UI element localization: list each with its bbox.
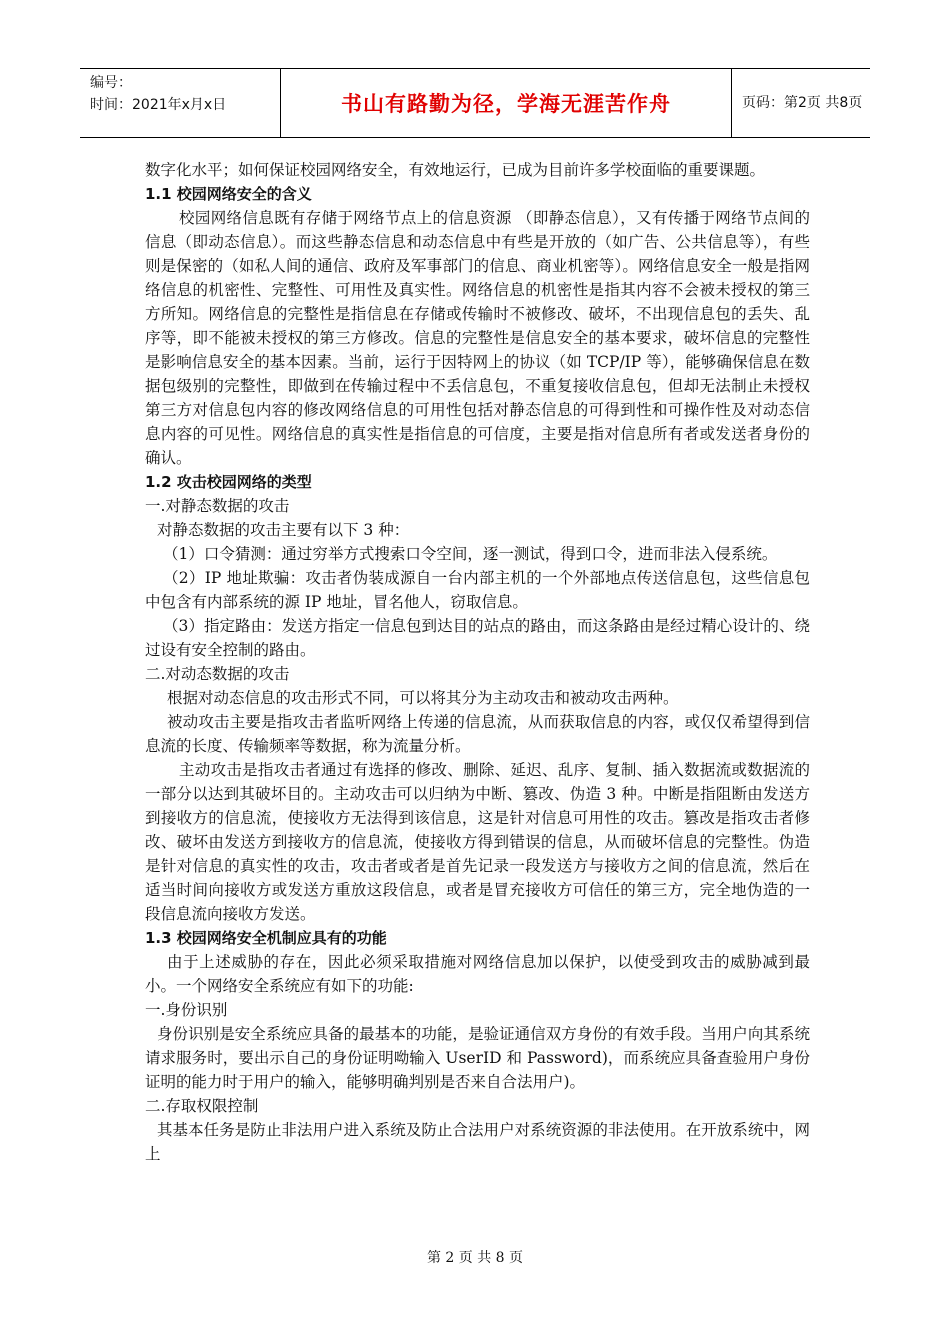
- subsection-heading: 一.身份识别: [145, 1001, 228, 1019]
- section-heading-1-1: 1.1 校园网络安全的含义: [145, 185, 312, 203]
- time-label: 时间：2021年x月x日: [90, 97, 227, 113]
- header-table: [80, 68, 870, 138]
- list-item: （1）口令猜测：通过穷举方式搜索口令空间，逐一测试，得到口令，进而非法入侵系统。: [163, 545, 778, 563]
- paragraph: 对静态数据的攻击主要有以下 3 种：: [157, 521, 410, 539]
- paragraph: 数字化水平；如何保证校园网络安全，有效地运行，已成为目前许多学校面临的重要课题。: [145, 161, 766, 179]
- number-label: 编号：: [90, 75, 132, 91]
- motto: 书山有路勤为径，学海无涯苦作舟: [341, 91, 671, 116]
- page-footer: 第 2 页 共 8 页: [426, 1250, 524, 1266]
- section-heading-1-3: 1.3 校园网络安全机制应具有的功能: [145, 929, 387, 947]
- subsection-heading: 二.对动态数据的攻击: [145, 665, 290, 683]
- section-heading-1-2: 1.2 攻击校园网络的类型: [145, 473, 312, 491]
- page-info: 页码：第2页 共8页: [742, 95, 863, 111]
- paragraph: 由于上述威胁的存在，因此必须采取措施对网络信息加以保护，以使受到攻击的威胁减到最小。一个网络安全系统应有如下的功能:: [145, 953, 810, 995]
- subsection-heading: 二.存取权限控制: [145, 1097, 259, 1115]
- paragraph: 被动攻击主要是指攻击者监听网络上传递的信息流，从而获取信息的内容，或仅仅希望得到信息流的长度、传输频率等数据，称为流量分析。: [145, 713, 810, 755]
- paragraph: 主动攻击是指攻击者通过有选择的修改、删除、延迟、乱序、复制、插入数据流或数据流的一部分以达到其破坏目的。主动攻击可以归纳为中断、篡改、伪造 3 种。中断是指阻断由发送方到接收方的信息流，使接收方无法得到该信息，这是针对信息可用性的攻击。篡改是指攻击者修改、破坏由发送方到接收方的信息流，使接收方得到错误的信息，从而破坏信息的完整性。伪造是针对信息的真实性的攻击，攻击者或者是首先记录一段发送方与接收方之间的信息流，然后在适当时间向接收方或发送方重放这段信息，或者是冒充接收方可信任的第三方，完全地伪造的一段信息流向接收方发送。: [145, 761, 810, 923]
- document-body: [145, 158, 810, 1166]
- paragraph: 其基本任务是防止非法用户进入系统及防止合法用户对系统资源的非法使用。在开放系统中，网上: [145, 1121, 810, 1163]
- subsection-heading: 一.对静态数据的攻击: [145, 497, 290, 515]
- list-item: （3）指定路由：发送方指定一信息包到达目的站点的路由，而这条路由是经过精心设计的、绕过设有安全控制的路由。: [145, 617, 810, 659]
- header-page-cell: [732, 69, 870, 137]
- paragraph: 身份识别是安全系统应具备的最基本的功能，是验证通信双方身份的有效手段。当用户向其系统请求服务时，要出示自己的身份证明呦输入 UserID 和 Password)，而系统应具备查验用户身份证明的能力时于用户的输入，能够明确判别是否来自合法用户)。: [145, 1025, 810, 1091]
- header-motto-cell: [281, 69, 732, 137]
- list-item: （2）IP 地址欺骗：攻击者伪装成源自一台内部主机的一个外部地点传送信息包，这些信息包中包含有内部系统的源 IP 地址，冒名他人，窃取信息。: [145, 569, 810, 611]
- header-meta-cell: [80, 69, 281, 137]
- paragraph: 校园网络信息既有存储于网络节点上的信息资源 （即静态信息），又有传播于网络节点间的信息（即动态信息）。而这些静态信息和动态信息中有些是开放的（如广告、公共信息等），有些则是保密的（如私人间的通信、政府及军事部门的信息、商业机密等）。网络信息安全一般是指网络信息的机密性、完整性、可用性及真实性。网络信息的机密性是指其内容不会被未授权的第三方所知。网络信息的完整性是指信息在存储或传输时不被修改、破坏，不出现信息包的丢失、乱序等，即不能被未授权的第三方修改。信息的完整性是信息安全的基本要求，破坏信息的完整性是影响信息安全的基本因素。当前，运行于因特网上的协议（如 TCP/IP 等），能够确保信息在数据包级别的完整性，即做到在传输过程中不丢信息包，不重复接收信息包，但却无法制止未授权第三方对信息包内容的修改网络信息的可用性包括对静态信息的可得到性和可操作性及对动态信息内容的可见性。网络信息的真实性是指信息的可信度，主要是指对信息所有者或发送者身份的确认。: [145, 209, 810, 467]
- paragraph: 根据对动态信息的攻击形式不同，可以将其分为主动攻击和被动攻击两种。: [167, 689, 679, 707]
